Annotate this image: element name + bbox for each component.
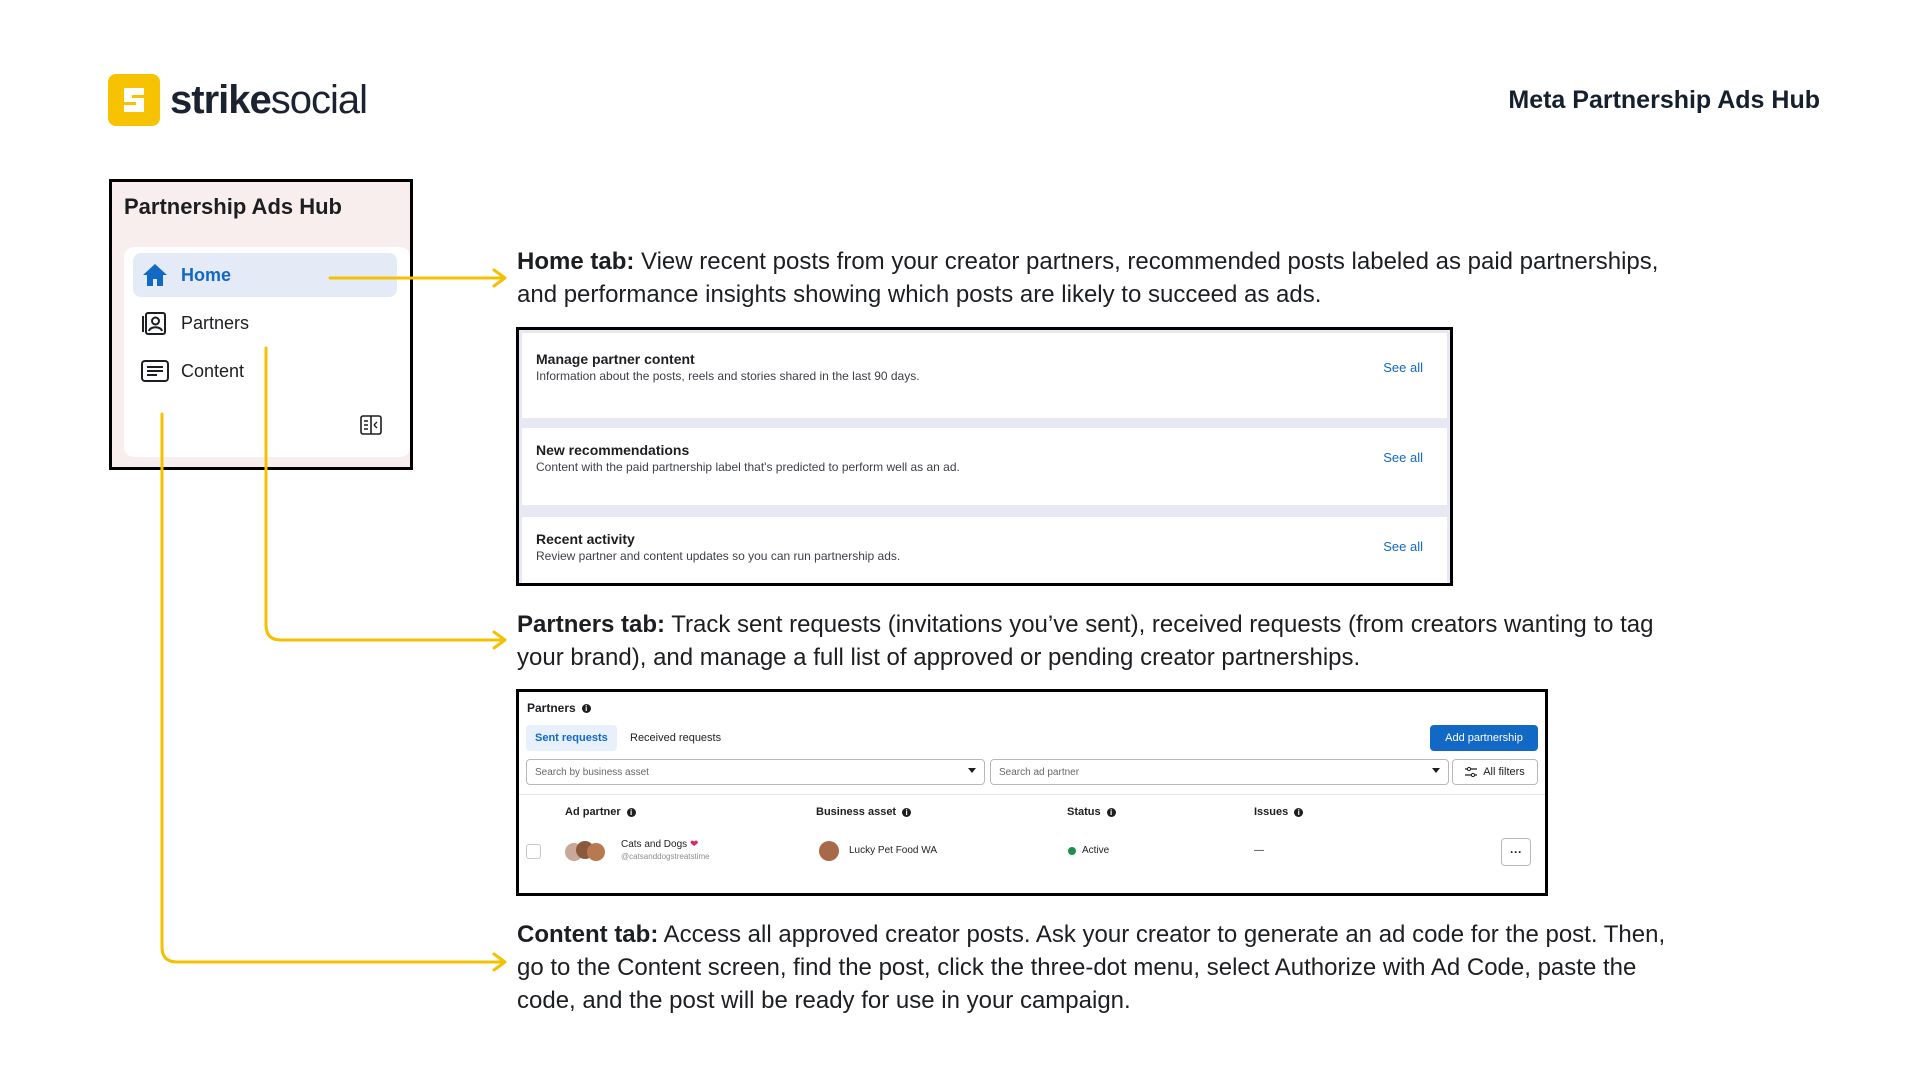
sidebar-item-label: Home (181, 264, 232, 285)
tab-received-requests[interactable]: Received requests (630, 732, 722, 744)
card-title: Manage partner content (536, 351, 695, 367)
column-header-ad-partner: Ad partner i (565, 806, 636, 818)
search-business-asset-select[interactable] (526, 759, 985, 785)
more-options-button[interactable]: ··· (1501, 838, 1531, 866)
heart-icon: ❤ (689, 839, 699, 850)
search-ad-partner-select[interactable] (990, 759, 1449, 785)
home-tab-description: Home tab: View recent posts from your creator partners, recommended posts labeled as paid partnerships, and performance insights showing which posts are likely to succeed as ads. (517, 248, 1659, 308)
card-subtitle: Content with the paid partnership label that's predicted to perform well as an ad. (536, 460, 960, 474)
home-card (522, 517, 1447, 583)
column-header-issues: Issues i (1254, 806, 1303, 818)
home-tab-screenshot (516, 327, 1453, 586)
see-all-link[interactable]: See all (1383, 450, 1423, 465)
info-icon: i (902, 808, 911, 817)
filters-label: All filters (1483, 766, 1525, 778)
filter-sliders-icon (1465, 767, 1477, 777)
avatar (587, 843, 605, 861)
business-asset-name: Lucky Pet Food WA (849, 845, 937, 856)
partners-tab-screenshot (516, 689, 1548, 896)
partner-handle: @catsanddogstreatstime (621, 852, 710, 861)
partner-avatars (565, 841, 607, 863)
card-title: New recommendations (536, 442, 690, 458)
partners-title: Partners i (527, 701, 591, 715)
info-icon: i (627, 808, 636, 817)
sidebar-item-label: Content (181, 360, 245, 381)
table-divider (519, 794, 1545, 795)
partners-tab-description: Partners tab: Track sent requests (invitations you’ve sent), received requests (from creators wanting to tag your brand), and manage a full list of approved or pending creator partnerships. (517, 611, 1654, 671)
info-icon: i (1294, 808, 1303, 817)
card-title: Recent activity (536, 531, 635, 547)
card-subtitle: Review partner and content updates so you can run partnership ads. (536, 549, 901, 563)
add-partnership-button[interactable]: Add partnership (1430, 725, 1538, 751)
home-card (522, 333, 1447, 418)
tab-sent-requests[interactable]: Sent requests (526, 725, 617, 751)
card-subtitle: Information about the posts, reels and stories shared in the last 90 days. (536, 369, 920, 383)
all-filters-button[interactable] (1452, 759, 1538, 785)
caret-down-icon (968, 768, 976, 773)
content-arrow (162, 414, 503, 962)
info-icon: i (1107, 808, 1116, 817)
status-badge: Active (1082, 845, 1110, 856)
table-row[interactable] (519, 825, 1545, 879)
info-icon: i (582, 704, 591, 713)
partner-name: Cats and Dogs ❤ (621, 839, 699, 850)
partners-arrow (266, 348, 503, 640)
see-all-link[interactable]: See all (1383, 360, 1423, 375)
caret-down-icon (1432, 768, 1440, 773)
business-asset-avatar (819, 841, 839, 861)
content-tab-description: Content tab: Access all approved creator posts. Ask your creator to generate an ad code for the post. Then, go to the Content screen, find the post, click the three-dot menu, select Authorize with Ad Code, paste the code, and the post will be ready for use in your campaign. (517, 921, 1666, 1014)
row-checkbox[interactable] (526, 844, 541, 859)
select-placeholder: Search ad partner (999, 766, 1080, 778)
see-all-link[interactable]: See all (1383, 539, 1423, 554)
issues-value: — (1254, 845, 1264, 856)
column-header-status: Status i (1067, 806, 1116, 818)
sidebar-item-label: Partners (181, 312, 250, 333)
column-header-business-asset: Business asset i (816, 806, 911, 818)
status-dot-icon (1068, 847, 1076, 855)
home-card (522, 428, 1447, 505)
sidebar-title: Partnership Ads Hub (124, 194, 342, 219)
page-title: Meta Partnership Ads Hub (1508, 86, 1820, 114)
brand-name: strikesocial (170, 78, 368, 122)
select-placeholder: Search by business asset (535, 766, 649, 778)
